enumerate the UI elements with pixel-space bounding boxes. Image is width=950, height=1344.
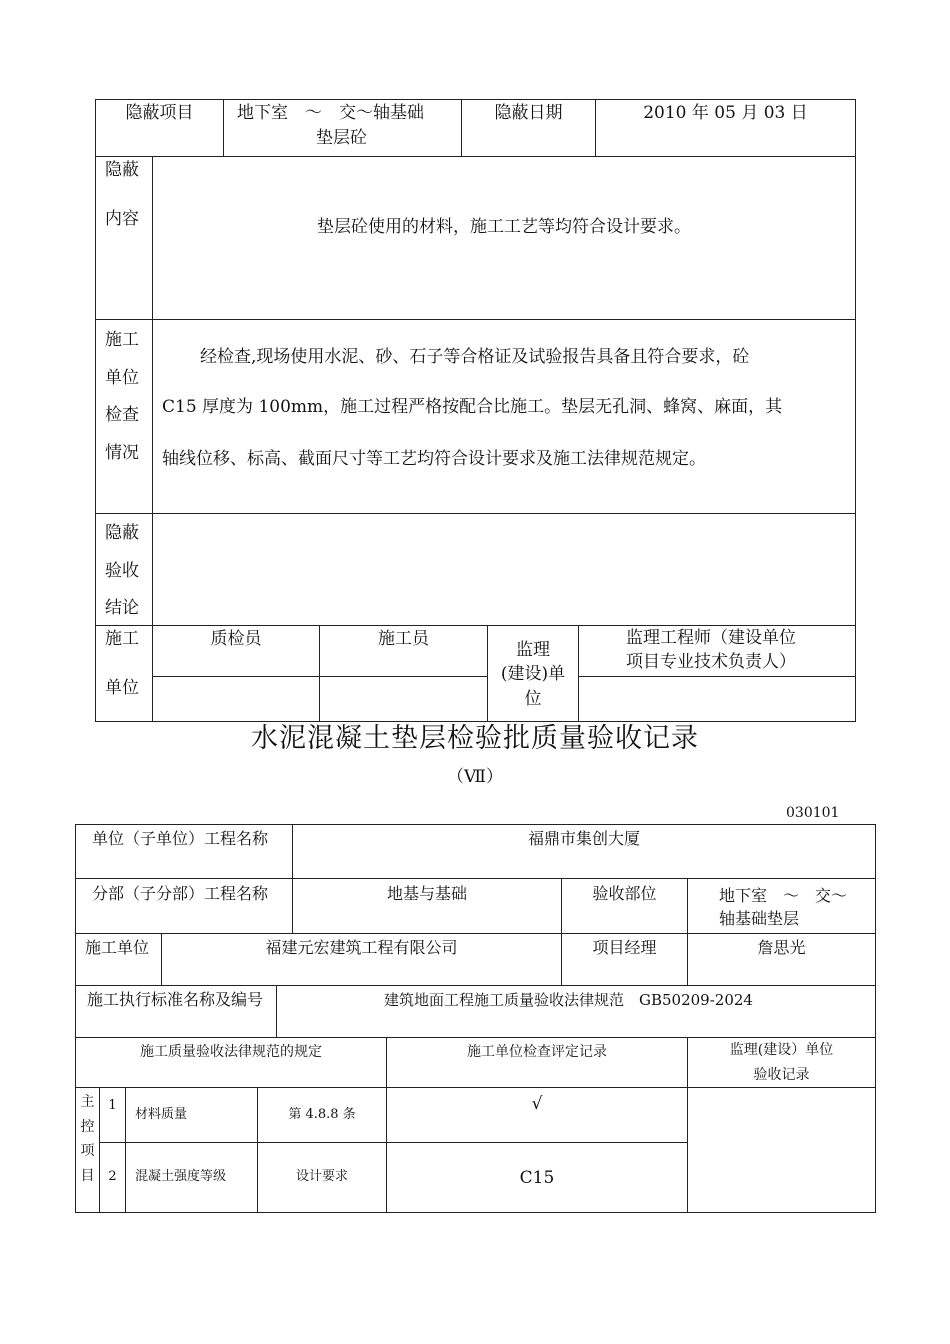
hidden-item-value-line2: 垫层砼 — [316, 128, 367, 148]
conclusion-label-char: 隐蔽 — [105, 523, 139, 543]
unit-project-value: 福鼎市集创大厦 — [527, 829, 640, 848]
standard-value: 建筑地面工程施工质量验收法律规范 GB50209-2024 — [384, 991, 753, 1009]
division-value: 地基与基础 — [386, 884, 467, 903]
standard-label: 施工执行标准名称及编号 — [87, 990, 264, 1009]
supervision-label-line3: 位 — [524, 689, 542, 709]
sign-label-2: 单位 — [105, 678, 139, 698]
inspector-label: 质检员 — [210, 629, 262, 649]
col-spec-header: 施工质量验收法律规范的规定 — [140, 1044, 322, 1060]
hidden-item-label: 隐蔽项目 — [125, 103, 194, 123]
row-1-item: 材料质量 — [135, 1107, 188, 1122]
row-2-record: C15 — [519, 1168, 555, 1188]
hidden-item-value-line1: 地下室 ～ 交～轴基础 — [237, 103, 424, 123]
conclusion-label-char: 结论 — [105, 598, 139, 618]
check-text-line1: 经检查,现场使用水泥、砂、石子等合格证及试验报告具备且符合要求，砼 — [200, 347, 750, 367]
check-text-line3: 轴线位移、标高、截面尺寸等工艺均符合设计要求及施工法律规范规定。 — [162, 449, 706, 469]
row-1-no: 1 — [108, 1098, 117, 1113]
pm-label: 项目经理 — [592, 938, 657, 957]
accept-part-line2: 轴基础垫层 — [719, 909, 800, 928]
content-label-2: 内容 — [105, 209, 139, 229]
constructor-label: 施工员 — [378, 629, 429, 649]
sign-label-1: 施工 — [105, 629, 139, 649]
check-label — [105, 322, 145, 472]
row-2-no: 2 — [108, 1169, 117, 1184]
check-label-char: 单位 — [105, 367, 139, 388]
check-label-char: 情况 — [105, 442, 139, 463]
form-subtitle: （Ⅶ） — [447, 767, 503, 787]
col-check-header: 施工单位检查评定记录 — [467, 1044, 607, 1060]
main-control-char: 控 — [80, 1118, 95, 1135]
conclusion-label — [105, 515, 145, 628]
conclusion-label-char: 验收 — [105, 560, 139, 581]
row-1-spec: 第 4.8.8 条 — [288, 1107, 356, 1122]
unit-project-label: 单位（子单位）工程名称 — [92, 829, 269, 848]
row-1-record: √ — [531, 1094, 543, 1114]
col-supervision-header-line2: 验收记录 — [753, 1067, 810, 1083]
pm-value: 詹思光 — [757, 938, 806, 957]
accept-part-line1: 地下室 ～ 交～ — [719, 886, 848, 905]
engineer-label-line1: 监理工程师（建设单位 — [626, 628, 796, 648]
accept-part-label: 验收部位 — [592, 884, 657, 903]
construction-unit-value: 福建元宏建筑工程有限公司 — [265, 938, 458, 957]
form-title: 水泥混凝土垫层检验批质量验收记录 — [251, 723, 699, 754]
main-control-char: 项 — [80, 1143, 95, 1159]
content-text: 垫层砼使用的材料，施工工艺等均符合设计要求。 — [317, 217, 691, 237]
row-2-spec: 设计要求 — [295, 1169, 348, 1184]
main-control-char: 目 — [80, 1167, 95, 1184]
division-label: 分部（子分部）工程名称 — [92, 884, 269, 903]
row-2-item: 混凝土强度等级 — [135, 1169, 227, 1184]
main-control-char: 主 — [80, 1094, 95, 1110]
supervision-label-line1: 监理 — [516, 640, 550, 660]
form-code: 030101 — [786, 805, 840, 821]
col-supervision-header-line1: 监理(建设）单位 — [729, 1042, 834, 1058]
check-label-char: 施工 — [105, 330, 139, 350]
engineer-label-line2: 项目专业技术负责人） — [626, 652, 796, 672]
content-label-1: 隐蔽 — [105, 160, 139, 180]
hidden-date-value: 2010 年 05 月 03 日 — [643, 103, 808, 123]
check-label-char: 检查 — [105, 405, 139, 425]
check-text-line2: C15 厚度为 100mm，施工过程严格按配合比施工。垫层无孔洞、蜂窝、麻面，其 — [162, 397, 783, 417]
construction-unit-label: 施工单位 — [85, 938, 150, 957]
hidden-date-label: 隐蔽日期 — [494, 103, 563, 123]
supervision-label-line2: (建设)单 — [500, 664, 566, 684]
main-control-label — [76, 1090, 99, 1188]
